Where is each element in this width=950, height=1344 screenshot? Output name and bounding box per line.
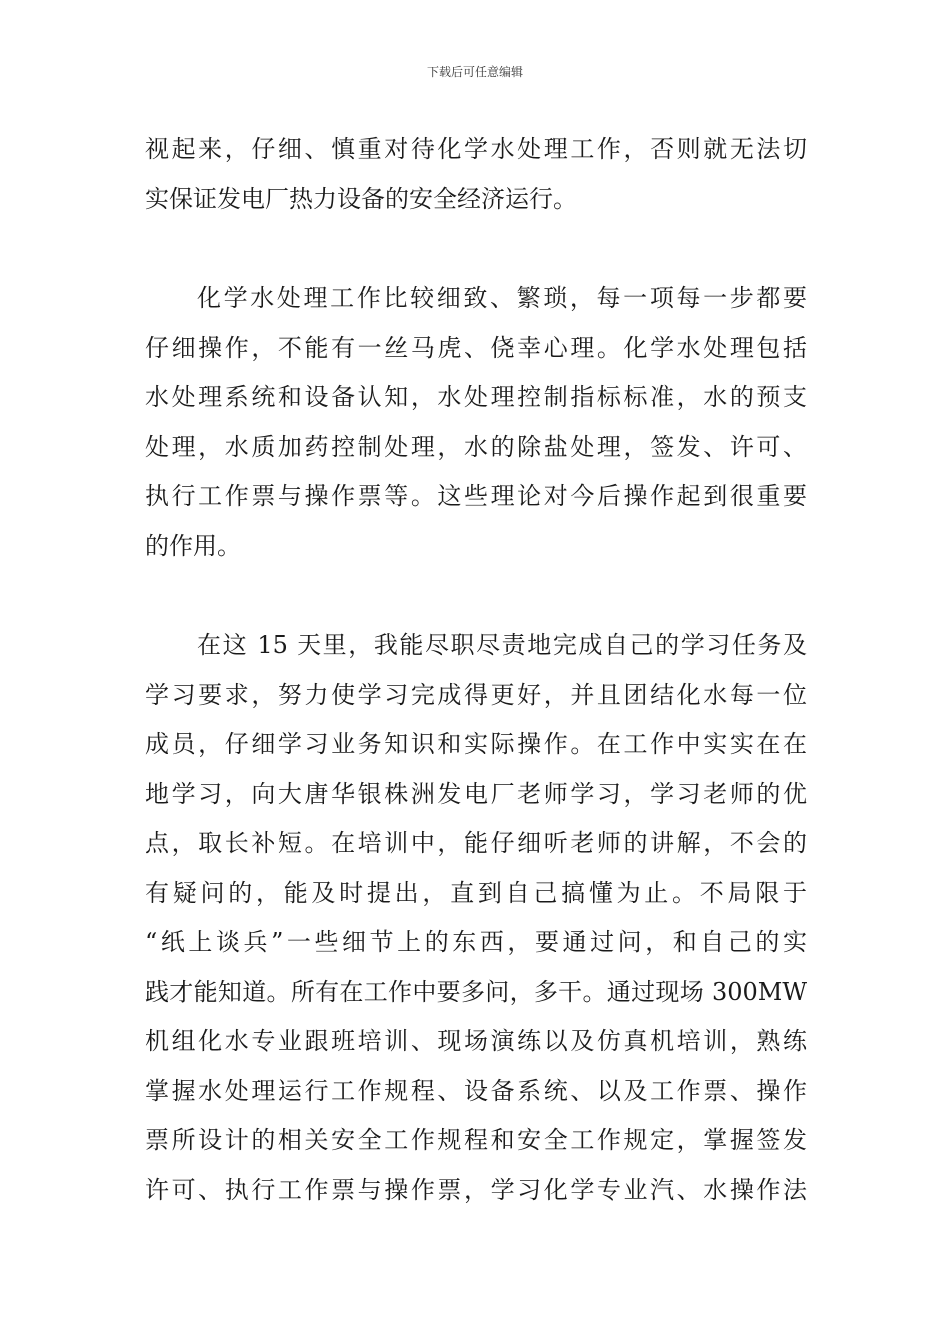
page-header: 下载后可任意编辑 (426, 65, 523, 79)
text-line: 地学习，向大唐华银株洲发电厂老师学习，学习老师的优 (145, 779, 807, 808)
text-line: 视起来，仔细、慎重对待化学水处理工作，否则就无法切 (145, 135, 807, 163)
text-line: 执行工作票与操作票等。这些理论对今后操作起到很重要 (145, 482, 807, 510)
document-body (145, 125, 807, 1215)
text-line: 点，取长补短。在培训中，能仔细听老师的讲解，不会的 (145, 829, 807, 857)
paragraph-1 (145, 125, 807, 224)
text-line: 学习要求，努力使学习完成得更好，并且团结化水每一位 (145, 680, 807, 709)
text-line: 实保证发电厂热力设备的安全经济运行。 (145, 184, 577, 213)
text-line: 成员，仔细学习业务知识和实际操作。在工作中实实在在 (145, 730, 807, 758)
paragraph-3 (145, 621, 807, 1215)
text-line: 水处理系统和设备认知，水处理控制指标标准，水的预支 (145, 383, 807, 411)
text-line: 仔细操作，不能有一丝马虎、侥幸心理。化学水处理包括 (145, 333, 807, 362)
text-line: 票所设计的相关安全工作规程和安全工作规定，掌握签发 (145, 1126, 807, 1154)
text-line: 化学水处理工作比较细致、繁琐，每一项每一步都要 (197, 284, 807, 312)
text-line: 许可、执行工作票与操作票，学习化学专业汽、水操作法 (145, 1175, 807, 1204)
text-line: 的作用。 (145, 531, 241, 560)
paragraph-gap (145, 224, 807, 274)
text-line: 掌握水处理运行工作规程、设备系统、以及工作票、操作 (145, 1076, 807, 1105)
paragraph-2 (145, 274, 807, 571)
text-line: 有疑问的，能及时提出，直到自己搞懂为止。不局限于 (145, 878, 807, 907)
text-line: 践才能知道。所有在工作中要多问，多干。通过现场 300MW (145, 977, 807, 1006)
paragraph-gap (145, 571, 807, 621)
text-line: 处理，水质加药控制处理，水的除盐处理，签发、许可、 (145, 432, 807, 461)
text-line: 机组化水专业跟班培训、现场演练以及仿真机培训，熟练 (145, 1027, 807, 1055)
text-line: “纸上谈兵”一些细节上的东西，要通过问，和自己的实 (145, 928, 807, 956)
text-line: 在这 15 天里，我能尽职尽责地完成自己的学习任务及 (197, 631, 807, 659)
